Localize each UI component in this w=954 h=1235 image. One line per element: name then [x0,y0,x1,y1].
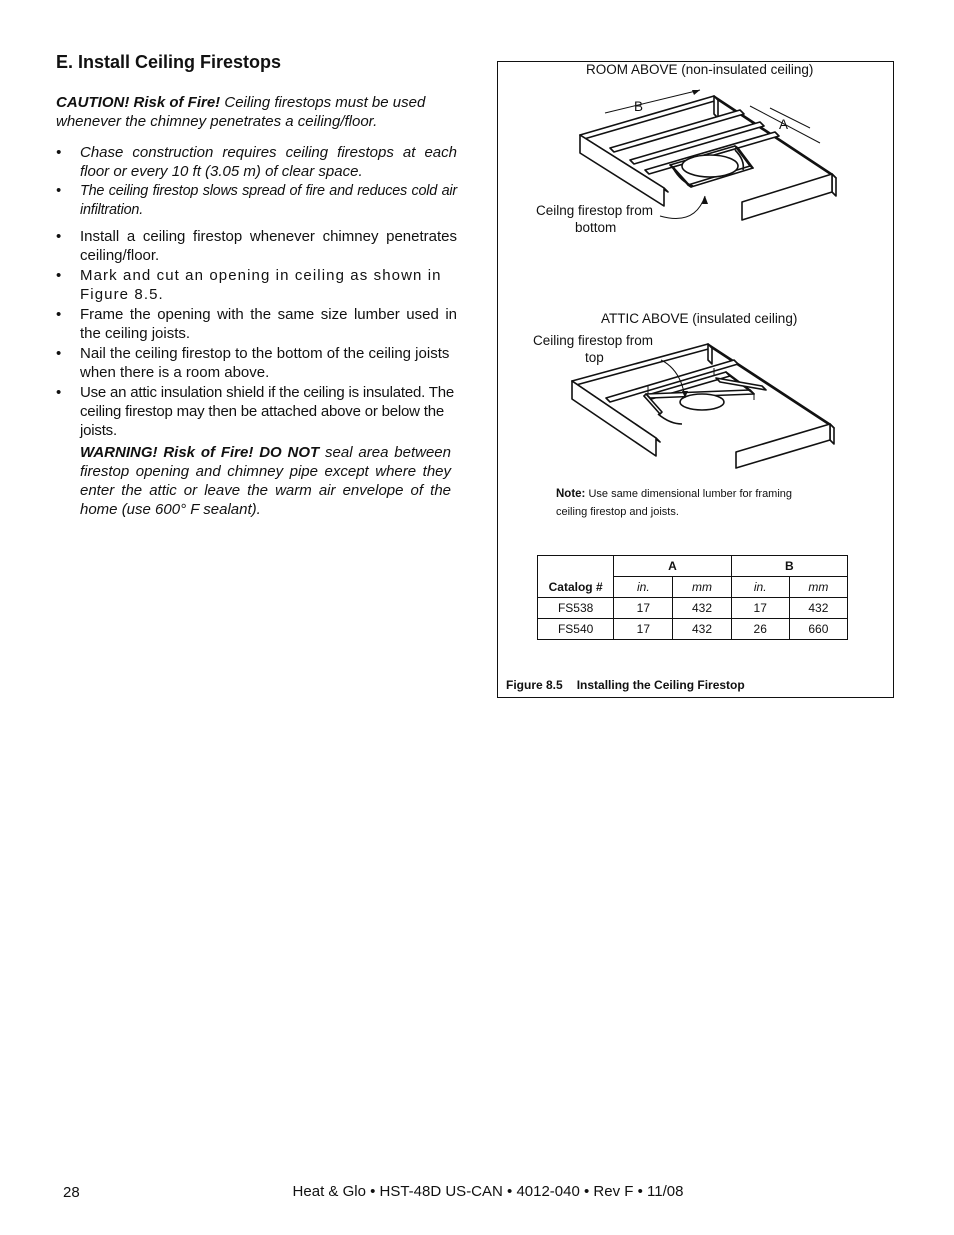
bullet-marker: • [56,306,62,323]
list-item-text: Mark and cut an opening in ceiling as shown in Figure 8.5. [80,267,442,303]
catalog-table [537,555,848,640]
unit-b-in: in. [731,577,789,598]
bullet-marker: • [56,345,62,362]
b-in-cell: 26 [731,619,789,640]
catalog-header: Catalog # [538,556,614,598]
bullet-marker: • [56,384,62,401]
list-item [56,266,457,304]
list-item [56,182,457,220]
catalog-cell: FS540 [538,619,614,640]
warning-lead: WARNING! Risk of Fire! DO NOT [80,444,320,461]
warning-paragraph [80,443,451,519]
list-item [56,143,457,181]
column-group-a: A [614,556,731,577]
instruction-list [56,143,457,440]
a-in-cell: 17 [614,598,673,619]
bullet-marker: • [56,144,62,161]
list-item-text: Use an attic insulation shield if the ceiling is insulated. The ceiling firestop may then be attached above or below the joists. [80,384,455,439]
column-group-b: B [731,556,847,577]
list-item [56,344,457,382]
b-mm-cell: 432 [789,598,847,619]
list-item [56,305,457,343]
b-mm-cell: 660 [789,619,847,640]
callout-from-top-line1: Ceiling firestop from [533,333,654,348]
unit-b-mm: mm [789,577,847,598]
callout-from-bottom-line1: Ceilng firestop from [536,203,654,218]
attic-above-title: ATTIC ABOVE (insulated ceiling) [601,311,798,326]
unit-a-in: in. [614,577,673,598]
figure-note [556,485,792,521]
a-mm-cell: 432 [673,598,731,619]
note-line1: Use same dimensional lumber for framing [585,488,793,500]
caution-paragraph [56,93,456,131]
firestop-from-top-illustration [566,338,841,478]
bullet-marker: • [56,267,63,284]
callout-from-top-line2: top [585,350,604,365]
bullet-marker: • [56,183,61,199]
bullet-marker: • [56,228,62,245]
list-item-text: Install a ceiling firestop whenever chimney penetrates ceiling/floor. [80,228,457,264]
list-item [56,227,457,265]
list-item-text: Nail the ceiling firestop to the bottom of the ceiling joists when there is a room above. [80,345,450,381]
a-mm-cell: 432 [673,619,731,640]
figure-caption [506,678,745,692]
footer-text: Heat & Glo • HST-48D US-CAN • 4012-040 • Rev F • 11/08 [292,1183,684,1200]
dimension-label-b: B [634,99,644,114]
caution-lead: CAUTION! Risk of Fire! [56,94,221,111]
a-in-cell: 17 [614,619,673,640]
note-line2: ceiling firestop and joists. [556,506,679,518]
table-row [538,619,848,640]
warning-text: seal area between firestop opening and chimney pipe except where they enter the attic or leave the warm air envelope of the home (use 600° F sealant). [80,444,451,518]
caution-text: Ceiling firestops must be used whenever the chimney penetrates a ceiling/floor. [56,94,426,130]
dimension-label-a: A [779,117,789,132]
list-item-text: Chase construction requires ceiling firestops at each floor or every 10 ft (3.05 m) of clear space. [80,144,457,180]
list-item [56,383,457,440]
b-in-cell: 17 [731,598,789,619]
figure-title: Installing the Ceiling Firestop [576,678,745,692]
table-header-row [538,556,848,577]
callout-from-bottom-line2: bottom [575,220,617,235]
catalog-cell: FS538 [538,598,614,619]
list-item-text: The ceiling firestop slows spread of fire and reduces cold air infiltration. [80,183,457,218]
note-lead: Note: [556,488,586,500]
figure-number: Figure 8.5 [506,678,563,692]
section-title: E. Install Ceiling Firestops [56,52,282,72]
list-item-text: Frame the opening with the same size lumber used in the ceiling joists. [80,306,457,342]
page-number: 28 [63,1184,80,1201]
unit-a-mm: mm [673,577,731,598]
room-above-title: ROOM ABOVE (non-insulated ceiling) [586,62,814,77]
table-row [538,598,848,619]
